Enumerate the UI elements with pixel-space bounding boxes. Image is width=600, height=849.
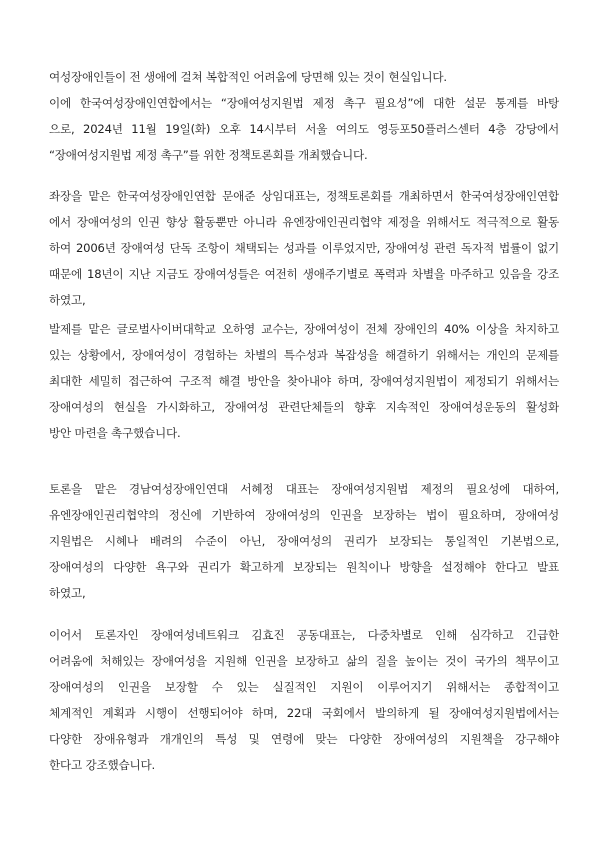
text-line: 하였고, [49,293,86,307]
text-line: 하였고, [49,586,86,600]
paragraph-panelist-2 [49,622,559,778]
text-line: 체계적인 계획과 시행이 선행되어야 하며, 22대 국회에서 발의하게 될 장애여성지원법에서는 [49,706,559,720]
text-line: 으로, 2024년 11월 19일(화) 오후 14시부터 서울 여의도 영등포50플러스센터 4층 강당에서 [49,122,559,136]
text-line: 좌장을 맡은 한국여성장애인연합 문애준 상임대표는, 정책토론회를 개최하면서 한국여성장애인연합 [49,189,559,203]
text-line: 어려움에 처해있는 장애여성을 지원해 인권을 보장하고 삶의 질을 높이는 것이 국가의 책무이고 [49,654,559,668]
text-line: 때문에 18년이 지난 지금도 장애여성들은 여전히 생애주기별로 폭력과 차별을 마주하고 있음을 강조 [49,267,559,281]
text-line: 방안 마련을 촉구했습니다. [49,426,181,440]
text-line: 장애여성의 다양한 욕구와 권리가 확고하게 보장되는 원칙이나 방향을 설정해야 한다고 발표 [49,560,559,574]
text-line: 장애여성의 인권을 보장할 수 있는 실질적인 지원이 이루어지기 위해서는 종합적이고 [49,680,559,694]
text-line: 있는 상황에서, 장애여성이 경험하는 차별의 특수성과 복잡성을 해결하기 위해서는 개인의 문제를 [49,348,559,362]
text-line: 장애여성의 현실을 가시화하고, 장애여성 관련단체들의 향후 지속적인 장애여성운동의 활성화 [49,400,559,414]
text-line: 지원법은 시혜나 배려의 수준이 아닌, 장애여성의 권리가 보장되는 통일적인 기본법으로, [49,534,559,548]
text-line: 여성장애인들이 전 생애에 걸쳐 복합적인 어려움에 당면해 있는 것이 현실입니다. [49,70,447,84]
text-line: “장애여성지원법 제정 촉구”를 위한 정책토론회를 개최했습니다. [49,148,368,162]
text-line: 이어서 토론자인 장애여성네트워크 김효진 공동대표는, 다중차별로 인해 심각하고 긴급한 [49,628,559,642]
text-line: 하여 2006년 장애여성 단독 조항이 채택되는 성과를 이루었지만, 장애여성 관련 독자적 법률이 없기 [49,241,559,255]
text-line: 유엔장애인권리협약의 정신에 기반하여 장애여성의 인권을 보장하는 법이 필요하며, 장애여성 [49,508,559,522]
paragraph-intro [49,64,559,168]
paragraph-moderator [49,183,559,313]
text-line: 토론을 맡은 경남여성장애인연대 서혜정 대표는 장애여성지원법 제정의 필요성에 대하여, [49,482,559,496]
paragraph-presenter [49,316,559,446]
paragraph-panelist-1 [49,476,559,606]
text-line: 다양한 장애유형과 개개인의 특성 및 연령에 맞는 다양한 장애여성의 지원책을 강구해야 [49,732,559,746]
text-line: 이에 한국여성장애인연합에서는 “장애여성지원법 제정 촉구 필요성”에 대한 설문 통계를 바탕 [49,96,559,110]
text-line: 에서 장애여성의 인권 향상 활동뿐만 아니라 유엔장애인권리협약 제정을 위해서도 적극적으로 활동 [49,215,559,229]
text-line: 발제를 맡은 글로벌사이버대학교 오하영 교수는, 장애여성이 전체 장애인의 40% 이상을 차지하고 [49,322,559,336]
text-line: 한다고 강조했습니다. [49,758,155,772]
text-line: 최대한 세밀히 접근하여 구조적 해결 방안을 찾아내야 하며, 장애여성지원법이 제정되기 위해서는 [49,374,559,388]
